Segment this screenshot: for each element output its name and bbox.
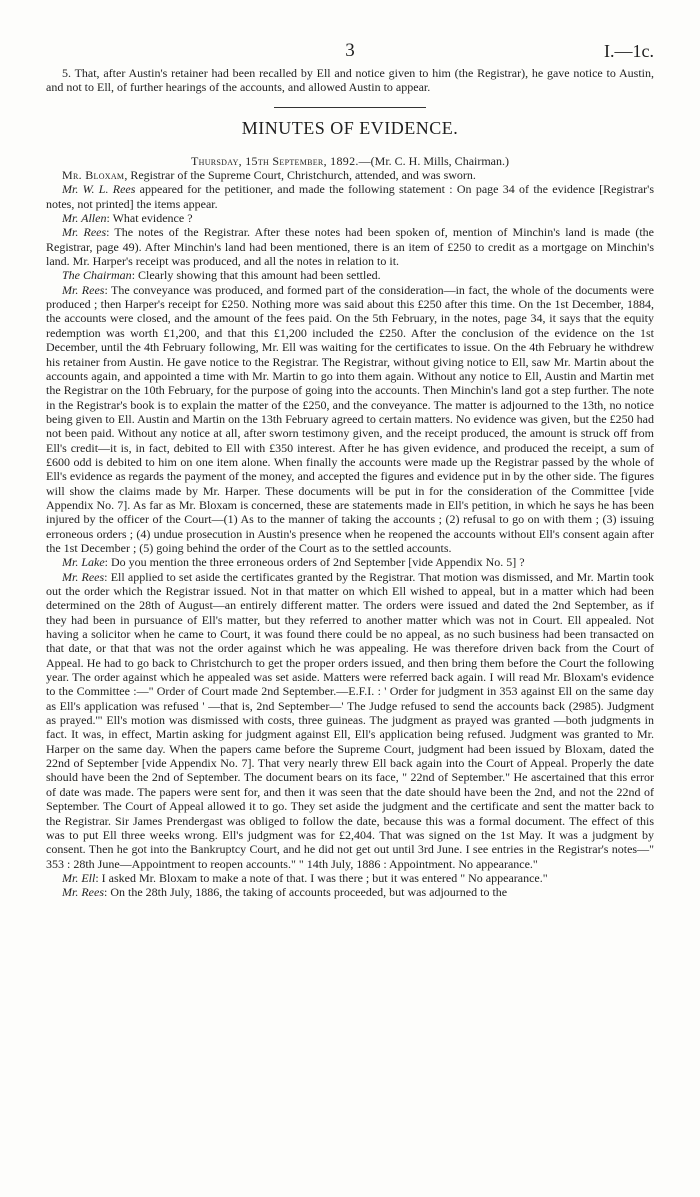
evidence-paragraph	[46, 570, 654, 871]
speaker-name: Mr. Rees	[62, 225, 107, 240]
statement-text: : Do you mention the three erroneous orders of 2nd September [vide Appendix No. 5] ?	[104, 555, 525, 570]
speaker-name: Mr. Allen	[62, 211, 107, 226]
witness-name: Mr. Bloxam	[62, 168, 125, 183]
statement-text: : Ell applied to set aside the certificates granted by the Registrar. That motion was dismissed, and Mr. Martin took out the order which the Registrar issued. Not in that matter on which Ell wished to appeal, but in a matter which had been determined on the 28th of August—an entirely different matter. The orders were issued and dated the 2nd September, as if they had been in pursuance of Ell's matter, but they referred to another matter which was not in Court. Ell appealed. Not having a solicitor when he came to Court, it was found there could be no appeal, as no such business had been transacted on that date, or that that was not the order against which he was appealing. He was therefore driven back from the Court of Appeal. He had to go back to Christchurch to get the proper orders issued, and then bring them before the Court the following year. The order against which he appealed was set aside. Matters were referred back again. I will read Mr. Bloxam's evidence to the Committee :—" Order of Court made 2nd September.—E.F.I. : ' Order for judgment in 353 against Ell on the same day as Ell's application was refused ' —that is, 2nd September—' The Judge refused to send the accounts back (2985). Judgment as prayed.'" Ell's motion was dismissed with costs, three guineas. The judgment as prayed was granted —both judgments in fact. It was, in effect, Martin asking for judgment against Ell, Ell's application being refused. Judgment was granted to Mr. Harper on the same day. When the papers came before the Supreme Court, judgment had been issued by Bloxam, dated the 22nd of September [vide Appendix No. 7]. That very nearly threw Ell back again into the Court of Appeal. Properly the date should have been the 2nd of September. The document bears on its face, " 22nd of September." He ascertained that this error of date was made. The papers were sent for, and then it was seen that the date should have been the 2nd, and not the 22nd of September. The Court of Appeal allowed it to go. They set aside the judgment and the certificate and sent the matter back to the Registrar. Sir James Prendergast was obliged to follow the date, because this was a formal document. The effect of this was to put Ell three weeks wrong. Ell's judgment was for £2,404. That was signed on the 1st May. It was a judgment by consent. Then he got into the Bankruptcy Court, and he did not get out until 3rd June. I see entries in the Registrar's notes—" 353 : 28th June—Appointment to reopen accounts." " 14th July, 1886 : Appointment. No appearance."	[46, 569, 654, 871]
statement-text: appeared for the petitioner, and made the following statement : On page 34 of the evidence [Registrar's notes, not printed] the items appear.	[46, 182, 655, 211]
evidence-body	[46, 182, 654, 899]
speaker-name: Mr. Rees	[62, 569, 105, 584]
title-divider	[274, 107, 426, 108]
speaker-name: Mr. Rees	[62, 282, 105, 297]
page-number: 3	[345, 40, 355, 61]
speaker-name: Mr. Ell	[62, 870, 96, 885]
sworn-text: , Registrar of the Supreme Court, Christchurch, attended, and was sworn.	[124, 168, 476, 183]
evidence-paragraph	[46, 885, 654, 899]
intro-paragraph: 5. That, after Austin's retainer had been recalled by Ell and notice given to him (the Registrar), he gave notice to Austin, and not to Ell, of further hearings of the accounts, and allowed Austin to appear.	[46, 66, 654, 95]
statement-text: : The notes of the Registrar. After these notes had been spoken of, mention of Minchin's land is made (the Registrar, page 49). After Minchin's land had been mentioned, there is an item of £250 to credit as a mortgage on Minchin's land. Mr. Harper's receipt was produced, and all the notes in relation to it.	[46, 225, 654, 269]
dateline	[46, 154, 654, 168]
evidence-paragraph	[46, 211, 654, 225]
section-title: MINUTES OF EVIDENCE.	[241, 117, 459, 138]
page-header	[46, 40, 654, 66]
evidence-paragraph	[46, 182, 654, 211]
evidence-paragraph	[46, 283, 654, 556]
statement-text: : I asked Mr. Bloxam to make a note of that. I was there ; but it was entered " No appearance."	[95, 870, 548, 885]
statement-text: : The conveyance was produced, and formed part of the consideration—in fact, the whole of the documents were produced ; then Harper's receipt for £250. Nothing more was said about this £250 after this time. On the 1st December, 1884, the accounts were closed, and the amount of the fees paid. On the 5th February, in the notes, page 34, it says that the equity redemption was worth £1,200, and that this £1,200 included the £250. After the conclusion of the evidence on the 1st December, until the 4th February following, Mr. Ell was waiting for the certificates to issue. On the 4th February he withdrew his retainer from Austin. He gave notice to the Registrar. The Registrar, without giving notice to Ell, saw Mr. Martin about the accounts again, and appointed a time with Mr. Martin to go into them again. Without any notice to Ell, Austin and Martin met the Registrar on the 10th February, for the purpose of going into the accounts. Then Minchin's land got a step further. The note in the Registrar's book is to explain the matter of the £250, and the conveyance. The matter is adjourned to the 13th, no notice being given to Ell. Austin and Martin on the 13th February agreed to certain matters. No evidence was given, but the £250 had not been paid. Without any notice at all, after sworn testimony given, and the receipt produced, the amount is struck off from Ell's credit—it is, in fact, debited to Ell with £350 interest. After he has given evidence, and produced the receipt, a sum of £600 odd is debited to him on one item alone. When finally the accounts were made up the Registrar passed by the whole of Ell's evidence as regards the payment of the money, and accepted the figures and evidence put in by the other side. The figures will show the claims made by Mr. Harper. These documents will be put in for the consideration of the Committee [vide Appendix No. 7]. As far as Mr. Bloxam is concerned, these are statements made in Ell's petition, in which he says he has been injured by the officer of the Court—(1) As to the manner of taking the accounts ; (2) refusal to go on with them ; (3) issuing erroneous orders ; (4) undue prosecution in Austin's presence when he reopened the accounts without Ell's consent again after the 1st December ; (5) going behind the order of the Court as to the settled accounts.	[46, 282, 654, 555]
page-reference: I.—1c.	[604, 41, 654, 61]
statement-text: : What evidence ?	[106, 211, 193, 226]
chairman-note: —(Mr. C. H. Mills, Chairman.)	[358, 153, 509, 168]
speaker-name: Mr. Rees	[62, 885, 104, 900]
speaker-name: The Chairman	[62, 268, 132, 283]
statement-text: : On the 28th July, 1886, the taking of accounts proceeded, but was adjourned to the	[104, 885, 508, 900]
sworn-statement	[46, 168, 654, 182]
speaker-name: Mr. W. L. Rees	[62, 182, 136, 197]
speaker-name: Mr. Lake	[62, 555, 105, 570]
evidence-paragraph	[46, 225, 654, 268]
hearing-date: Thursday, 15th September, 1892.	[190, 153, 359, 168]
statement-text: : Clearly showing that this amount had been settled.	[131, 268, 381, 283]
evidence-paragraph	[46, 871, 654, 885]
evidence-paragraph	[46, 555, 654, 569]
evidence-paragraph	[46, 268, 654, 282]
